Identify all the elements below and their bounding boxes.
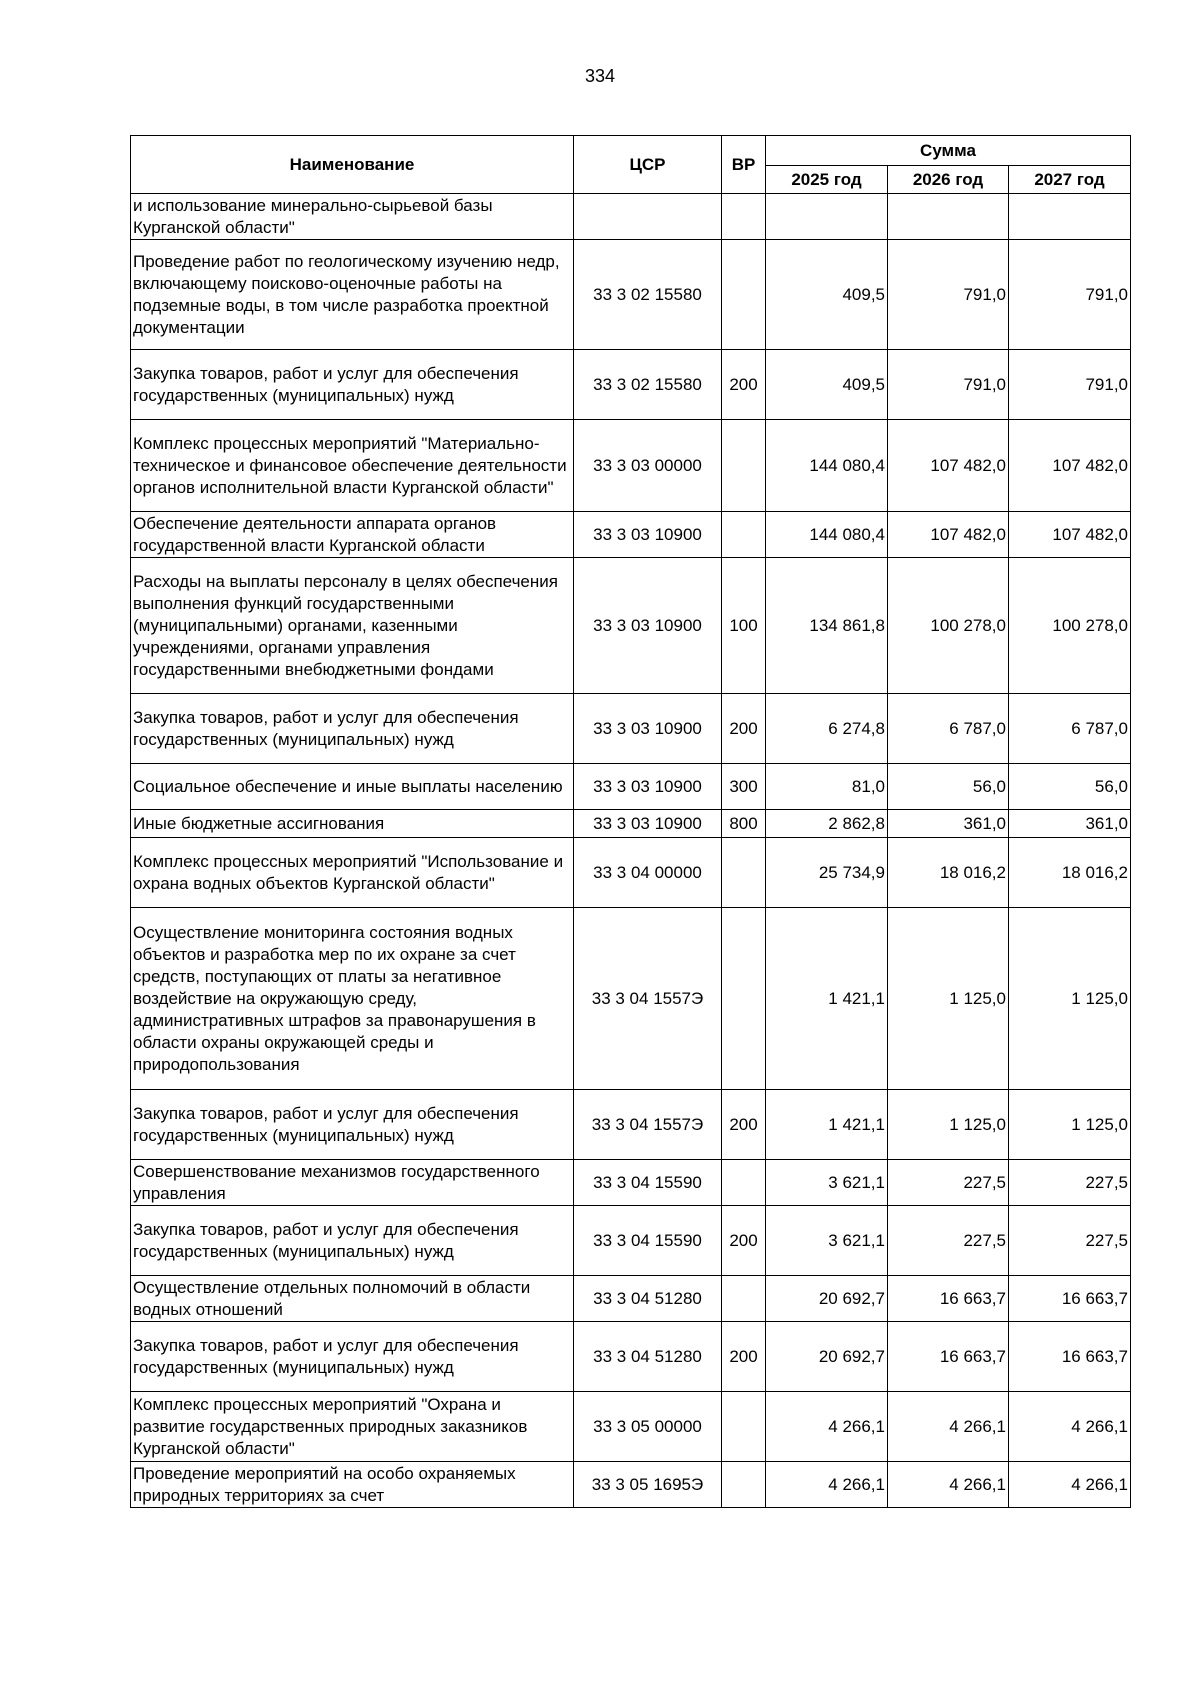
row-2026: 227,5 bbox=[888, 1206, 1009, 1276]
table-row bbox=[131, 350, 1131, 420]
row-name: Проведение мероприятий на особо охраняемых природных территориях за счет bbox=[131, 1462, 574, 1508]
row-vr: 100 bbox=[722, 558, 766, 694]
row-name: Комплекс процессных мероприятий "Использование и охрана водных объектов Курганской области" bbox=[131, 838, 574, 908]
row-vr: 800 bbox=[722, 810, 766, 838]
header-2025: 2025 год bbox=[766, 166, 888, 194]
row-2025: 1 421,1 bbox=[766, 1090, 888, 1160]
table-row bbox=[131, 694, 1131, 764]
row-2027 bbox=[1009, 194, 1131, 240]
row-2027: 4 266,1 bbox=[1009, 1462, 1131, 1508]
row-csr: 33 3 04 15590 bbox=[574, 1160, 722, 1206]
row-csr: 33 3 04 15590 bbox=[574, 1206, 722, 1276]
table-body bbox=[131, 194, 1131, 1508]
row-vr bbox=[722, 908, 766, 1090]
row-csr: 33 3 04 1557Э bbox=[574, 1090, 722, 1160]
row-2027: 107 482,0 bbox=[1009, 512, 1131, 558]
row-2027: 227,5 bbox=[1009, 1160, 1131, 1206]
row-2027: 18 016,2 bbox=[1009, 838, 1131, 908]
table-row bbox=[131, 194, 1131, 240]
header-2026: 2026 год bbox=[888, 166, 1009, 194]
row-csr: 33 3 03 00000 bbox=[574, 420, 722, 512]
table-row bbox=[131, 1462, 1131, 1508]
row-2025: 409,5 bbox=[766, 350, 888, 420]
row-2027: 16 663,7 bbox=[1009, 1276, 1131, 1322]
header-sum: Сумма bbox=[766, 136, 1131, 166]
row-2027: 791,0 bbox=[1009, 350, 1131, 420]
table-row bbox=[131, 1392, 1131, 1462]
row-2027: 56,0 bbox=[1009, 764, 1131, 810]
row-2026: 56,0 bbox=[888, 764, 1009, 810]
row-csr: 33 3 03 10900 bbox=[574, 694, 722, 764]
row-vr bbox=[722, 1462, 766, 1508]
row-2025: 2 862,8 bbox=[766, 810, 888, 838]
row-2025: 4 266,1 bbox=[766, 1462, 888, 1508]
page-number: 334 bbox=[584, 66, 616, 86]
row-vr bbox=[722, 512, 766, 558]
row-vr bbox=[722, 194, 766, 240]
row-csr: 33 3 03 10900 bbox=[574, 810, 722, 838]
header-name: Наименование bbox=[131, 136, 574, 194]
row-vr: 200 bbox=[722, 1206, 766, 1276]
row-2026: 4 266,1 bbox=[888, 1392, 1009, 1462]
row-csr: 33 3 04 00000 bbox=[574, 838, 722, 908]
row-2027: 227,5 bbox=[1009, 1206, 1131, 1276]
row-2027: 791,0 bbox=[1009, 240, 1131, 350]
row-2025: 81,0 bbox=[766, 764, 888, 810]
table-row bbox=[131, 1160, 1131, 1206]
table-row bbox=[131, 1276, 1131, 1322]
row-2026: 16 663,7 bbox=[888, 1322, 1009, 1392]
row-vr bbox=[722, 420, 766, 512]
row-name: Комплекс процессных мероприятий "Материально-техническое и финансовое обеспечение деятельности органов исполнительной власти Курганской области" bbox=[131, 420, 574, 512]
table-row bbox=[131, 1090, 1131, 1160]
row-name: Совершенствование механизмов государственного управления bbox=[131, 1160, 574, 1206]
row-vr: 200 bbox=[722, 350, 766, 420]
row-2026: 227,5 bbox=[888, 1160, 1009, 1206]
row-name: Осуществление отдельных полномочий в области водных отношений bbox=[131, 1276, 574, 1322]
table-row bbox=[131, 240, 1131, 350]
row-2027: 4 266,1 bbox=[1009, 1392, 1131, 1462]
row-csr: 33 3 02 15580 bbox=[574, 350, 722, 420]
row-csr: 33 3 04 1557Э bbox=[574, 908, 722, 1090]
row-2026: 100 278,0 bbox=[888, 558, 1009, 694]
row-2026: 1 125,0 bbox=[888, 908, 1009, 1090]
row-2027: 1 125,0 bbox=[1009, 908, 1131, 1090]
row-2025: 3 621,1 bbox=[766, 1206, 888, 1276]
row-vr: 300 bbox=[722, 764, 766, 810]
row-csr: 33 3 03 10900 bbox=[574, 512, 722, 558]
table-row bbox=[131, 908, 1131, 1090]
row-name: Проведение работ по геологическому изучению недр, включающему поисково-оценочные работы на подземные воды, в том числе разработка проектной документации bbox=[131, 240, 574, 350]
row-2027: 100 278,0 bbox=[1009, 558, 1131, 694]
row-vr: 200 bbox=[722, 1090, 766, 1160]
row-2025: 409,5 bbox=[766, 240, 888, 350]
table-row bbox=[131, 764, 1131, 810]
row-2027: 361,0 bbox=[1009, 810, 1131, 838]
row-2027: 1 125,0 bbox=[1009, 1090, 1131, 1160]
row-2025 bbox=[766, 194, 888, 240]
row-csr: 33 3 05 1695Э bbox=[574, 1462, 722, 1508]
row-2026: 1 125,0 bbox=[888, 1090, 1009, 1160]
row-vr bbox=[722, 838, 766, 908]
row-name: Закупка товаров, работ и услуг для обеспечения государственных (муниципальных) нужд bbox=[131, 1090, 574, 1160]
table-row bbox=[131, 512, 1131, 558]
row-2026: 791,0 bbox=[888, 350, 1009, 420]
row-vr: 200 bbox=[722, 1322, 766, 1392]
row-name: и использование минерально-сырьевой базы Курганской области" bbox=[131, 194, 574, 240]
row-csr: 33 3 02 15580 bbox=[574, 240, 722, 350]
row-2027: 107 482,0 bbox=[1009, 420, 1131, 512]
row-csr: 33 3 03 10900 bbox=[574, 764, 722, 810]
row-2026: 107 482,0 bbox=[888, 420, 1009, 512]
row-name: Осуществление мониторинга состояния водных объектов и разработка мер по их охране за счет средств, поступающих от платы за негативное воздействие на окружающую среду, административных штрафов за правонарушения в области охраны окружающей среды и природопользования bbox=[131, 908, 574, 1090]
row-2025: 144 080,4 bbox=[766, 420, 888, 512]
row-vr bbox=[722, 1392, 766, 1462]
budget-table bbox=[130, 135, 1131, 1508]
table-row bbox=[131, 420, 1131, 512]
row-vr bbox=[722, 1160, 766, 1206]
header-csr: ЦСР bbox=[574, 136, 722, 194]
table-row bbox=[131, 558, 1131, 694]
table-row bbox=[131, 1206, 1131, 1276]
row-2025: 20 692,7 bbox=[766, 1322, 888, 1392]
row-csr bbox=[574, 194, 722, 240]
row-2025: 4 266,1 bbox=[766, 1392, 888, 1462]
row-2025: 1 421,1 bbox=[766, 908, 888, 1090]
row-2025: 134 861,8 bbox=[766, 558, 888, 694]
table-row bbox=[131, 838, 1131, 908]
row-name: Закупка товаров, работ и услуг для обеспечения государственных (муниципальных) нужд bbox=[131, 694, 574, 764]
row-vr bbox=[722, 240, 766, 350]
header-vr: ВР bbox=[722, 136, 766, 194]
row-vr: 200 bbox=[722, 694, 766, 764]
row-2025: 20 692,7 bbox=[766, 1276, 888, 1322]
row-csr: 33 3 05 00000 bbox=[574, 1392, 722, 1462]
row-2025: 3 621,1 bbox=[766, 1160, 888, 1206]
row-name: Иные бюджетные ассигнования bbox=[131, 810, 574, 838]
row-name: Расходы на выплаты персоналу в целях обеспечения выполнения функций государственными (муниципальными) органами, казенными учреждениями, органами управления государственными внебюджетными фондами bbox=[131, 558, 574, 694]
row-2026: 107 482,0 bbox=[888, 512, 1009, 558]
row-2026: 16 663,7 bbox=[888, 1276, 1009, 1322]
row-vr bbox=[722, 1276, 766, 1322]
row-name: Закупка товаров, работ и услуг для обеспечения государственных (муниципальных) нужд bbox=[131, 1206, 574, 1276]
row-2027: 16 663,7 bbox=[1009, 1322, 1131, 1392]
row-2025: 25 734,9 bbox=[766, 838, 888, 908]
row-name: Закупка товаров, работ и услуг для обеспечения государственных (муниципальных) нужд bbox=[131, 350, 574, 420]
row-2026: 4 266,1 bbox=[888, 1462, 1009, 1508]
row-csr: 33 3 04 51280 bbox=[574, 1276, 722, 1322]
row-2026: 791,0 bbox=[888, 240, 1009, 350]
row-csr: 33 3 04 51280 bbox=[574, 1322, 722, 1392]
row-2026: 6 787,0 bbox=[888, 694, 1009, 764]
row-2026: 361,0 bbox=[888, 810, 1009, 838]
row-2026: 18 016,2 bbox=[888, 838, 1009, 908]
table-row bbox=[131, 1322, 1131, 1392]
row-name: Комплекс процессных мероприятий "Охрана и развитие государственных природных заказников Курганской области" bbox=[131, 1392, 574, 1462]
row-2025: 144 080,4 bbox=[766, 512, 888, 558]
table-row bbox=[131, 810, 1131, 838]
row-name: Закупка товаров, работ и услуг для обеспечения государственных (муниципальных) нужд bbox=[131, 1322, 574, 1392]
header-2027: 2027 год bbox=[1009, 166, 1131, 194]
row-2027: 6 787,0 bbox=[1009, 694, 1131, 764]
row-csr: 33 3 03 10900 bbox=[574, 558, 722, 694]
row-2026 bbox=[888, 194, 1009, 240]
row-2025: 6 274,8 bbox=[766, 694, 888, 764]
row-name: Социальное обеспечение и иные выплаты населению bbox=[131, 764, 574, 810]
row-name: Обеспечение деятельности аппарата органов государственной власти Курганской области bbox=[131, 512, 574, 558]
